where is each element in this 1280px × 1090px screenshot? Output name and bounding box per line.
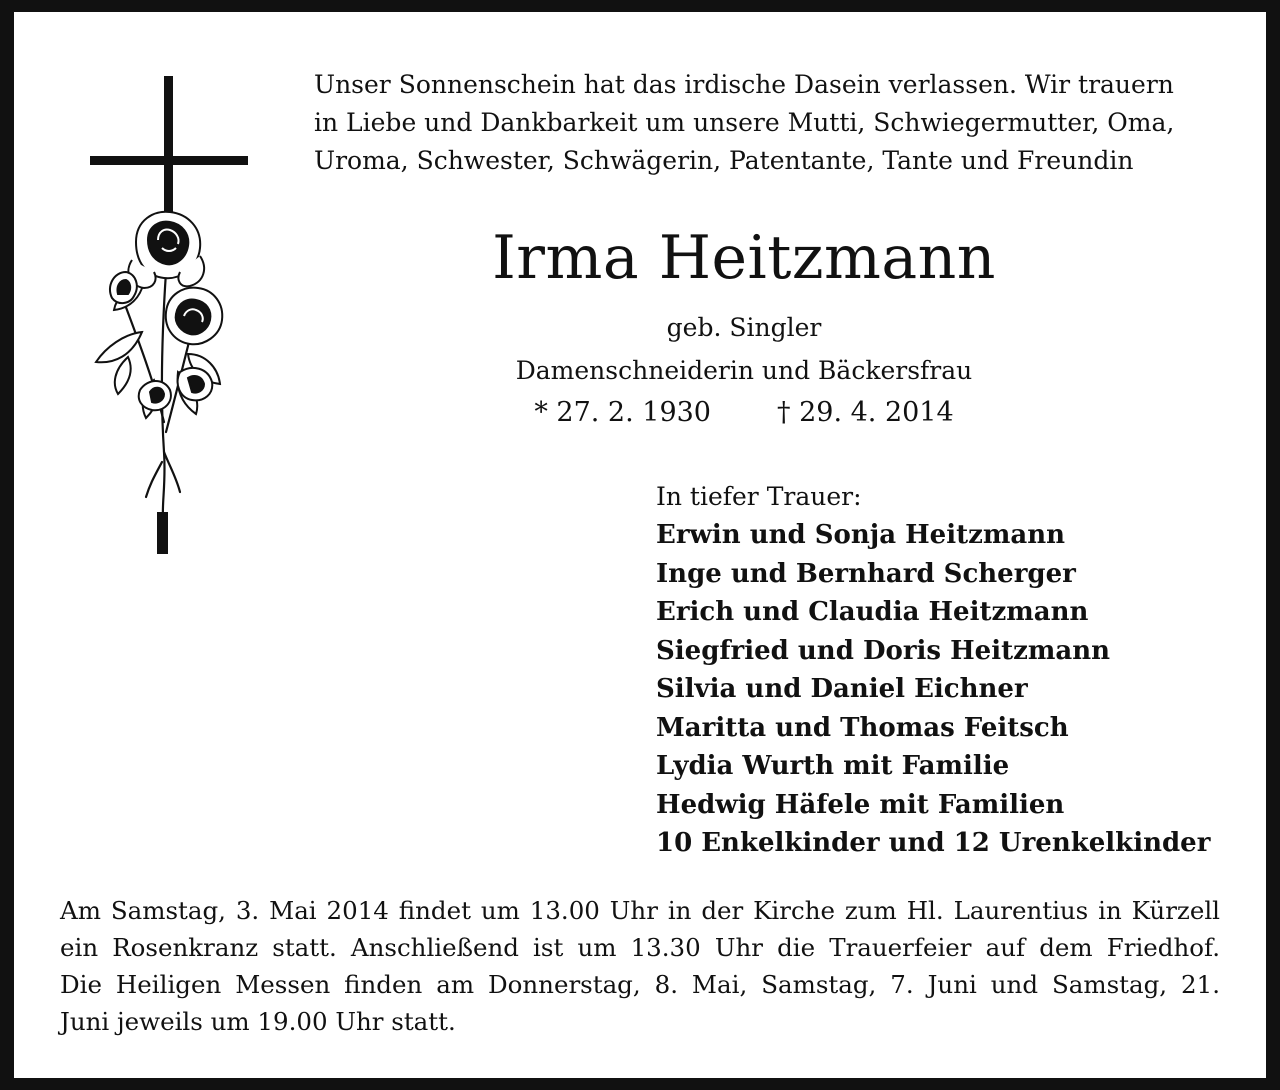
birth-date: * 27. 2. 1930 xyxy=(534,397,711,428)
mourner-name: Hedwig Häfele mit Familien xyxy=(656,789,1065,820)
intro-line: Uroma, Schwester, Schwägerin, Patentante, Tante und Freundin xyxy=(314,146,1134,175)
service-line: Am Samstag, 3. Mai 2014 findet um 13.00 Uhr in der Kirche zum Hl. Laurentius in Kürzell xyxy=(60,896,1220,925)
occupation: Damenschneiderin und Bäckersfrau xyxy=(515,356,973,385)
deceased-name: Irma Heitzmann xyxy=(492,223,996,293)
mourner-name: Silvia und Daniel Eichner xyxy=(656,674,1028,704)
mourner-name: Inge und Bernhard Scherger xyxy=(656,558,1076,589)
mourner-name: Erwin und Sonja Heitzmann xyxy=(656,520,1066,550)
mourner-name: Maritta und Thomas Feitsch xyxy=(656,712,1069,743)
service-line: Juni jeweils um 19.00 Uhr statt. xyxy=(60,1007,456,1036)
intro-line: Unser Sonnenschein hat das irdische Dasein verlassen. Wir trauern xyxy=(314,70,1174,99)
service-info xyxy=(60,892,1220,1040)
maiden-name: geb. Singler xyxy=(666,313,822,342)
mourner-name: Erich und Claudia Heitzmann xyxy=(656,597,1089,627)
intro-text xyxy=(314,66,1244,180)
mourner-name: Siegfried und Doris Heitzmann xyxy=(656,635,1111,666)
intro-line: in Liebe und Dankbarkeit um unsere Mutti, Schwiegermutter, Oma, xyxy=(314,108,1175,137)
mourner-name: 10 Enkelkinder und 12 Urenkelkinder xyxy=(656,828,1211,858)
service-line: Die Heiligen Messen finden am Donnerstag, 8. Mai, Samstag, 7. Juni und Samstag, 21. xyxy=(60,970,1220,999)
life-dates xyxy=(314,394,1174,432)
death-date: † 29. 4. 2014 xyxy=(777,397,954,428)
mourning-label: In tiefer Trauer: xyxy=(656,482,862,511)
mourner-name: Lydia Wurth mit Familie xyxy=(656,751,1010,781)
mourners-block xyxy=(656,478,1256,863)
cross-with-roses-icon xyxy=(84,72,254,562)
service-line: ein Rosenkranz statt. Anschließend ist um 13.30 Uhr die Trauerfeier auf dem Friedhof. xyxy=(60,933,1220,962)
